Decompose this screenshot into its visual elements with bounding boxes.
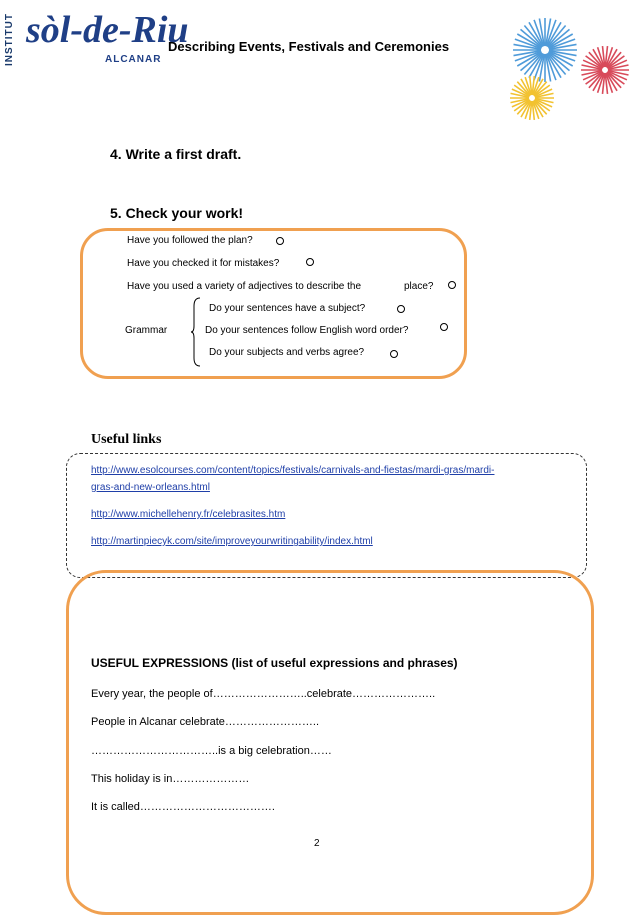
checklist-question-adjectives-end: place? <box>404 281 434 292</box>
expression-line: Every year, the people of……………………..celebrate………………….. <box>91 688 436 700</box>
checkbox-circle-subject[interactable] <box>397 305 405 313</box>
expression-line: It is called………………………………. <box>91 801 275 813</box>
fireworks-illustration <box>500 10 635 120</box>
link-esolcourses-line2[interactable]: gras-and-new-orleans.html <box>91 482 210 493</box>
logo-institut-text: INSTITUT <box>4 13 15 67</box>
link-michellehenry[interactable]: http://www.michellehenry.fr/celebrasites.htm <box>91 509 286 520</box>
checklist-question-mistakes: Have you checked it for mistakes? <box>127 258 280 269</box>
grammar-question-agreement: Do your subjects and verbs agree? <box>209 347 365 358</box>
link-martinpiecyk[interactable]: http://martinpiecyk.com/site/improveyourwritingability/index.html <box>91 536 373 547</box>
grammar-question-subject: Do your sentences have a subject? <box>209 303 366 314</box>
checkbox-circle-mistakes[interactable] <box>306 258 314 266</box>
expression-line: ……………………………..is a big celebration…… <box>91 745 332 757</box>
checkbox-circle-plan[interactable] <box>276 237 284 245</box>
grammar-question-word-order: Do your sentences follow English word order? <box>205 325 409 336</box>
useful-expressions-heading: USEFUL EXPRESSIONS (list of useful expressions and phrases) <box>91 656 458 670</box>
expression-line: People in Alcanar celebrate…………………….. <box>91 716 320 728</box>
useful-expressions-box <box>66 570 594 915</box>
checklist-question-plan: Have you followed the plan? <box>127 235 253 246</box>
checkbox-circle-word-order[interactable] <box>440 323 448 331</box>
checklist-question-adjectives: Have you used a variety of adjectives to describe the <box>127 281 362 292</box>
expression-line: This holiday is in………………… <box>91 773 250 785</box>
checkbox-circle-adjectives[interactable] <box>448 281 456 289</box>
grammar-label: Grammar <box>125 325 168 336</box>
logo-subtitle: ALCANAR <box>105 54 162 65</box>
grammar-brace <box>190 296 204 368</box>
step-4-heading: 4. Write a first draft. <box>110 146 242 162</box>
page-number: 2 <box>314 838 320 849</box>
link-esolcourses-line1[interactable]: http://www.esolcourses.com/content/topics/festivals/carnivals-and-fiestas/mardi-gras/mardi- <box>91 465 495 476</box>
useful-links-heading: Useful links <box>91 432 162 447</box>
step-5-heading: 5. Check your work! <box>110 205 244 221</box>
page-title: Describing Events, Festivals and Ceremonies <box>168 39 450 54</box>
logo-wordmark: sòl-de-Riu <box>26 9 189 51</box>
checkbox-circle-agreement[interactable] <box>390 350 398 358</box>
